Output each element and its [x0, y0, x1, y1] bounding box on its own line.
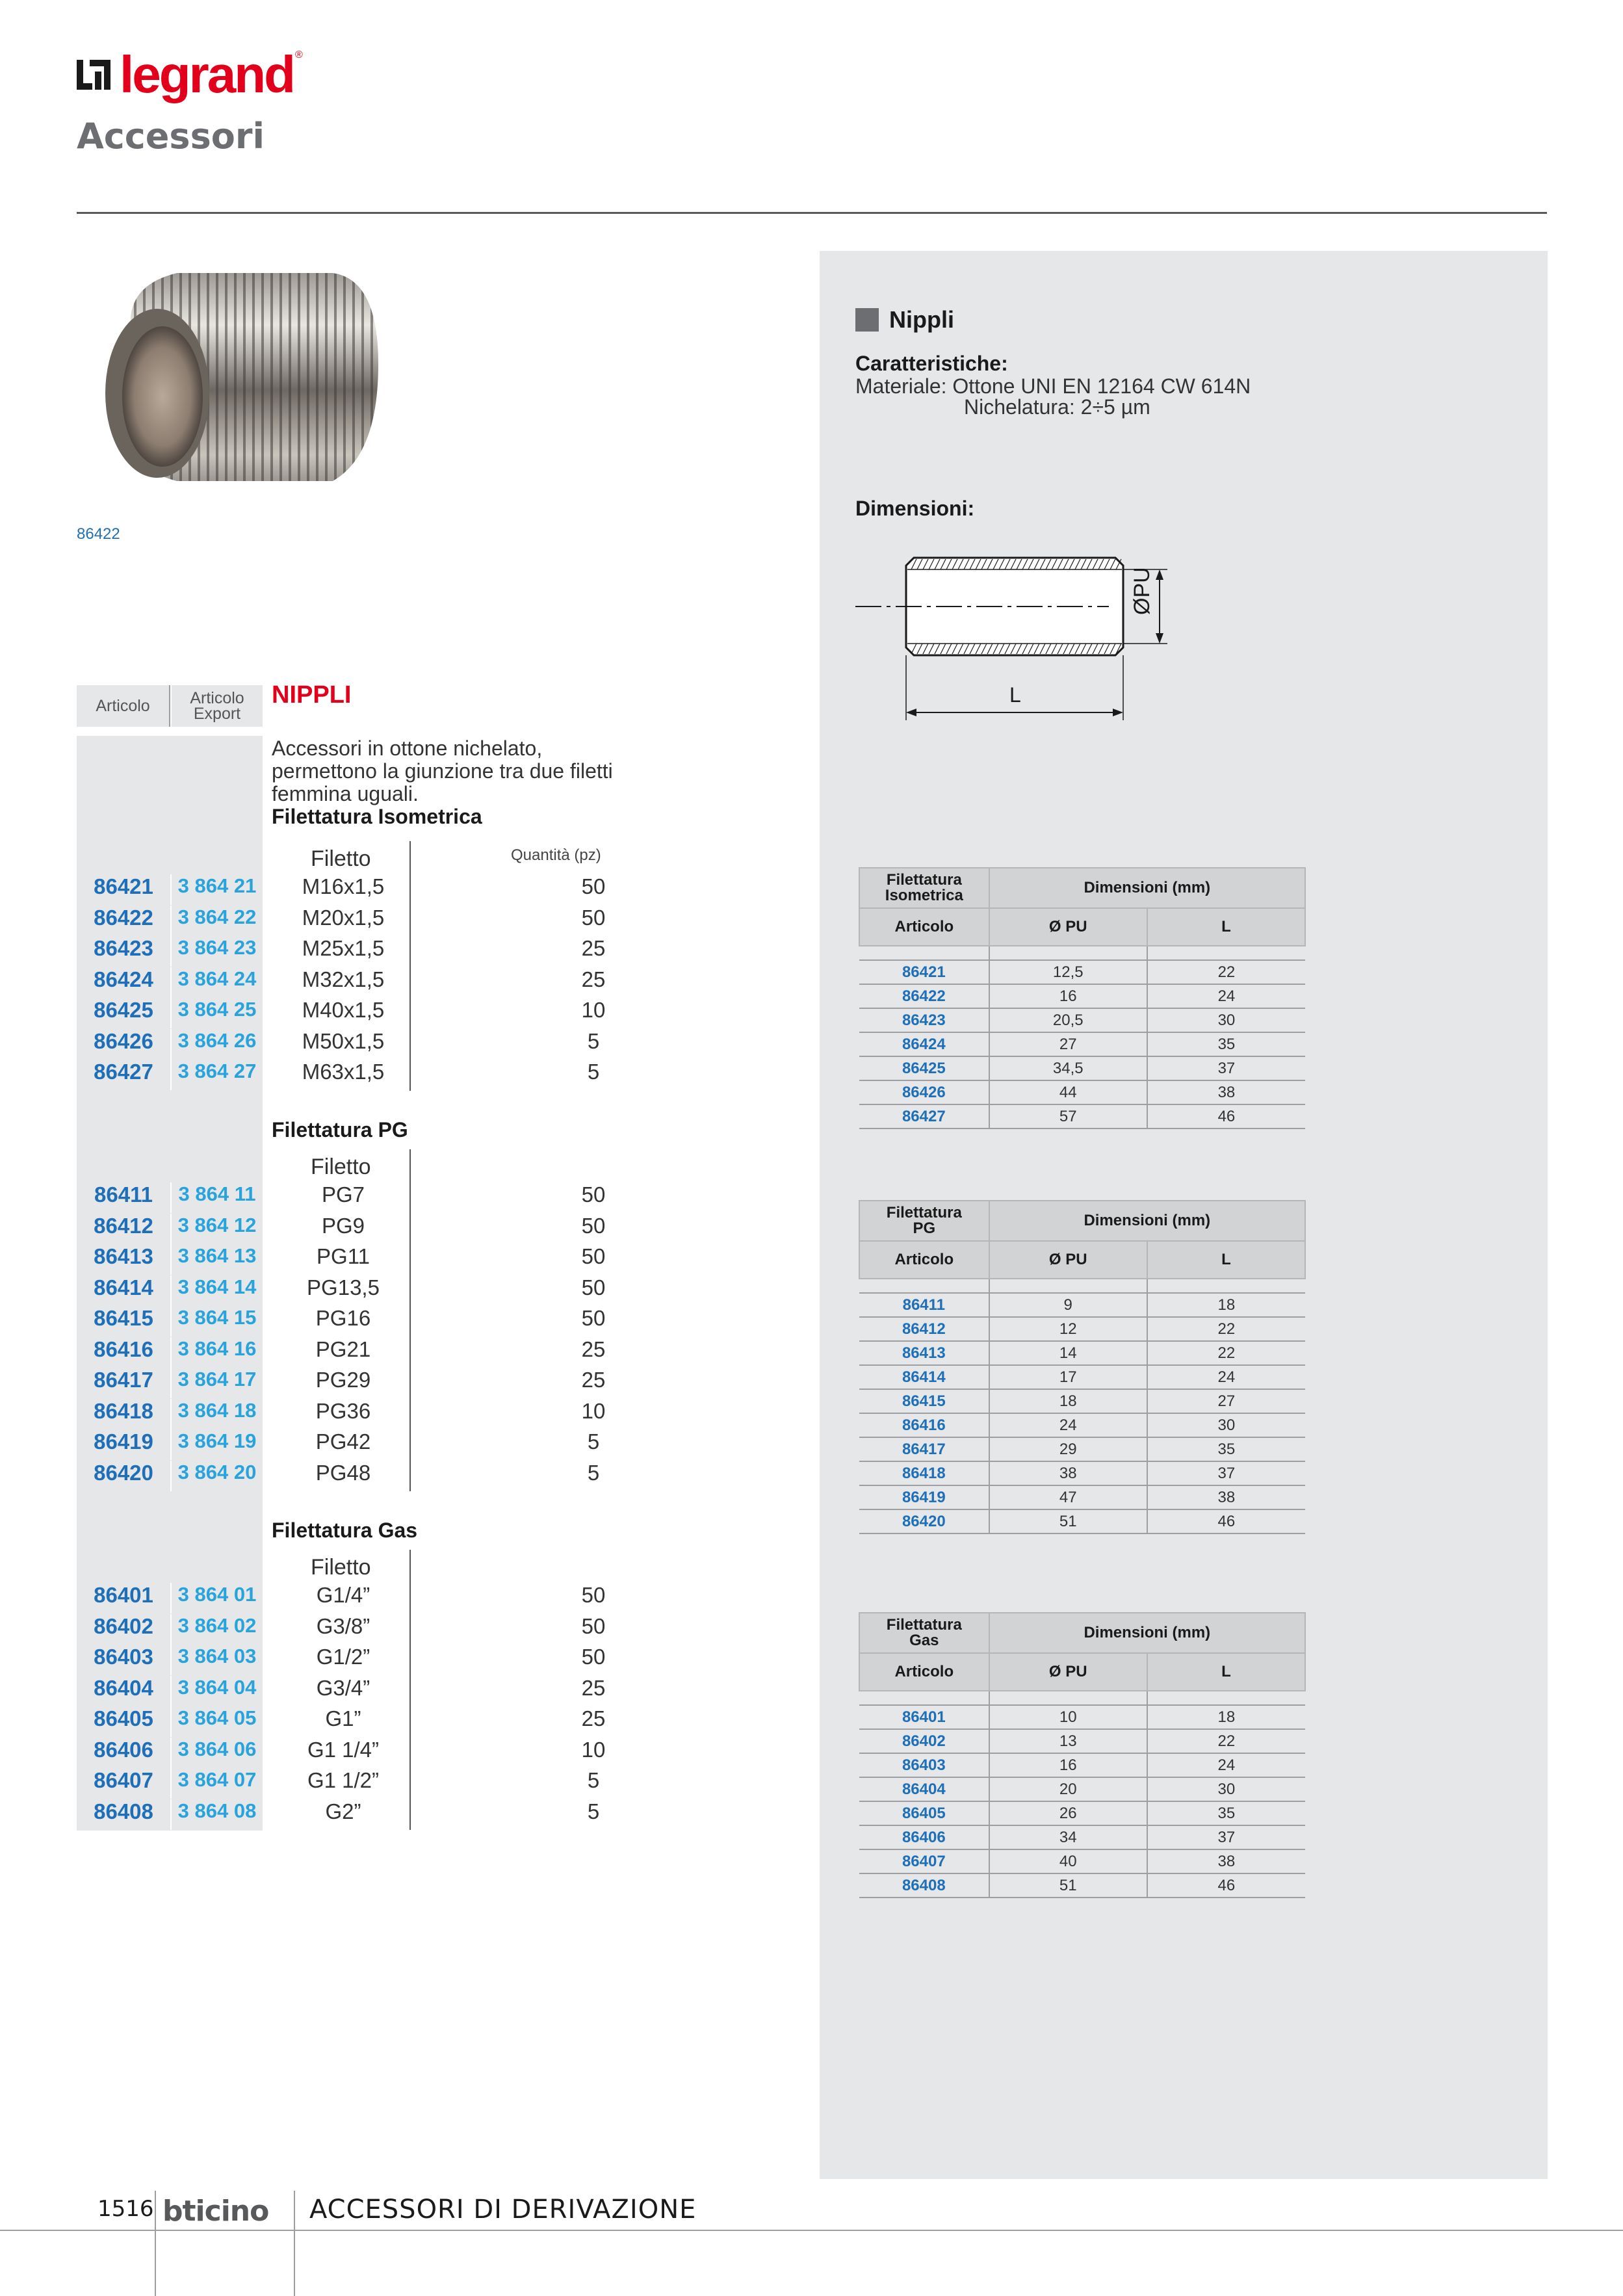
dimension-row: [859, 1080, 1305, 1104]
length-header: L: [1147, 1653, 1305, 1691]
dim-diameter: 27: [989, 1032, 1147, 1056]
export-code: 3 864 06: [177, 1737, 257, 1760]
dim-diameter: 29: [989, 1437, 1147, 1461]
catalog-row: [77, 998, 662, 1028]
articolo-header: Articolo: [859, 908, 989, 946]
dim-diameter: 24: [989, 1413, 1147, 1437]
export-code: 3 864 18: [177, 1398, 257, 1422]
pack-quantity: 5: [587, 1799, 600, 1823]
photo-caption: 86422: [77, 525, 120, 543]
pack-quantity: 50: [581, 874, 606, 898]
catalog-row: [77, 1676, 662, 1706]
dim-diameter: 16: [989, 1753, 1147, 1777]
dimension-row: [859, 1317, 1305, 1341]
dim-length: 38: [1147, 1485, 1305, 1509]
dim-article-code: 86418: [859, 1461, 989, 1485]
nickel-plating-line: Nichelatura: 2÷5 µm: [964, 395, 1150, 419]
panel-title: Nippli: [889, 306, 954, 333]
dimension-row: [859, 1753, 1305, 1777]
catalog-description: Accessori in ottone nichelato, permettono la giunzione tra due filetti femmina uguali.: [272, 737, 613, 805]
thread-size: G3/8”: [316, 1613, 370, 1638]
dimension-row: [859, 1485, 1305, 1509]
pack-quantity: 10: [581, 1737, 606, 1762]
export-code: 3 864 05: [177, 1706, 257, 1729]
dim-length: 37: [1147, 1461, 1305, 1485]
dim-length: 24: [1147, 984, 1305, 1008]
length-header: L: [1147, 908, 1305, 946]
catalog-row: [77, 1214, 662, 1244]
catalog-row: [77, 874, 662, 905]
header-divider: [77, 212, 1547, 214]
thread-size: PG48: [315, 1460, 371, 1485]
page-number: 1516: [97, 2196, 154, 2222]
export-code: 3 864 17: [177, 1368, 257, 1390]
pack-quantity: 5: [587, 1028, 600, 1053]
quantity-column-header: Quantità (pz): [511, 846, 601, 864]
export-code: 3 864 07: [177, 1768, 257, 1791]
dim-article-code: 86419: [859, 1485, 989, 1509]
filetto-column-header: Filetto: [311, 1155, 371, 1179]
dim-length: 46: [1147, 1873, 1305, 1898]
material-line: Materiale: Ottone UNI EN 12164 CW 614N: [855, 374, 1251, 398]
pack-quantity: 5: [587, 1429, 600, 1454]
dimensions-header: Dimensioni (mm): [989, 1613, 1305, 1653]
dim-article-code: 86413: [859, 1341, 989, 1365]
export-code: 3 864 23: [177, 936, 257, 959]
nipple-product-photo: [73, 260, 411, 520]
export-code: 3 864 12: [177, 1213, 257, 1236]
dim-diameter: 12,5: [989, 960, 1147, 984]
article-code: 86422: [94, 905, 153, 930]
thread-size: M20x1,5: [302, 905, 385, 930]
dimension-row: [859, 1825, 1305, 1849]
column-header-export-line1: Articolo: [190, 689, 244, 707]
dim-diameter: 57: [989, 1104, 1147, 1128]
thread-size: PG9: [321, 1213, 365, 1238]
pack-quantity: 10: [581, 1398, 606, 1423]
thread-size: G2”: [325, 1799, 361, 1823]
dim-diameter: 51: [989, 1873, 1147, 1898]
dimension-row: [859, 1873, 1305, 1898]
thread-size: G1 1/2”: [307, 1768, 380, 1792]
dimension-row: [859, 1777, 1305, 1801]
catalog-row: [77, 1399, 662, 1429]
column-header-export-line2: Export: [193, 705, 241, 723]
article-code: 86417: [94, 1368, 153, 1392]
dim-diameter: 44: [989, 1080, 1147, 1104]
pack-quantity: 5: [587, 1060, 600, 1084]
thread-size: G1”: [325, 1706, 361, 1730]
article-code: 86416: [94, 1337, 153, 1361]
dim-diameter: 18: [989, 1389, 1147, 1413]
dim-article-code: 86420: [859, 1509, 989, 1533]
dimension-row: [859, 1461, 1305, 1485]
page-title: Accessori: [77, 116, 265, 157]
dim-length: 22: [1147, 1317, 1305, 1341]
footer-section-label: ACCESSORI DI DERIVAZIONE: [309, 2195, 697, 2224]
dim-length: 35: [1147, 1032, 1305, 1056]
article-code: 86405: [94, 1706, 153, 1730]
pack-quantity: 50: [581, 1244, 606, 1268]
pack-quantity: 50: [581, 1306, 606, 1330]
dim-diameter: 40: [989, 1849, 1147, 1873]
dim-diameter: 9: [989, 1293, 1147, 1317]
export-code: 3 864 04: [177, 1675, 257, 1699]
dim-article-code: 86425: [859, 1056, 989, 1080]
thread-size: PG13,5: [307, 1275, 380, 1299]
footer-separator: [155, 2191, 156, 2296]
dimensions-header: Dimensioni (mm): [989, 868, 1305, 908]
dimension-row: [859, 1729, 1305, 1753]
catalog-row: [77, 1060, 662, 1090]
pack-quantity: 25: [581, 936, 606, 960]
column-header-export: [172, 685, 263, 727]
pack-quantity: 50: [581, 1613, 606, 1638]
dim-article-code: 86427: [859, 1104, 989, 1128]
catalog-title: NIPPLI: [272, 681, 352, 709]
dim-article-code: 86408: [859, 1873, 989, 1898]
article-code: 86426: [94, 1028, 153, 1053]
dimension-table: [859, 1612, 1306, 1898]
dim-diameter: 20,5: [989, 1008, 1147, 1032]
thread-type-header: [859, 1613, 989, 1653]
catalog-row: [77, 1583, 662, 1613]
thread-size: M40x1,5: [302, 998, 385, 1022]
export-code: 3 864 03: [177, 1645, 257, 1667]
dim-article-code: 86412: [859, 1317, 989, 1341]
dim-article-code: 86416: [859, 1413, 989, 1437]
dim-length: 22: [1147, 1341, 1305, 1365]
catalog-row: [77, 1306, 662, 1337]
dim-article-code: 86406: [859, 1825, 989, 1849]
article-code: 86403: [94, 1645, 153, 1669]
dim-diameter: 14: [989, 1341, 1147, 1365]
diameter-header: Ø PU: [989, 1241, 1147, 1279]
thread-type-header: [859, 1201, 989, 1241]
thread-type-header: [859, 868, 989, 908]
group-heading: Filettatura Gas: [272, 1519, 418, 1542]
dim-article-code: 86407: [859, 1849, 989, 1873]
length-header: L: [1147, 1241, 1305, 1279]
thread-type-header-line1: Filettatura: [886, 1616, 962, 1634]
article-code: 86424: [94, 967, 153, 991]
catalog-row: [77, 967, 662, 998]
dim-length: 22: [1147, 1729, 1305, 1753]
export-code: 3 864 20: [177, 1460, 257, 1483]
export-code: 3 864 22: [177, 905, 257, 928]
dim-length: 30: [1147, 1413, 1305, 1437]
thread-type-header-line2: PG: [913, 1220, 936, 1237]
dimension-row: [859, 960, 1305, 984]
thread-size: PG21: [315, 1337, 371, 1361]
thread-type-header-line2: Gas: [909, 1632, 939, 1649]
dim-length: 30: [1147, 1008, 1305, 1032]
thread-size: PG11: [317, 1244, 370, 1268]
pack-quantity: 50: [581, 905, 606, 930]
articolo-header: Articolo: [859, 1653, 989, 1691]
bticino-logo: bticino: [162, 2195, 269, 2228]
footer-divider: [0, 2230, 1623, 2231]
thread-type-header-line1: Filettatura: [886, 1204, 962, 1221]
article-code: 86408: [94, 1799, 153, 1823]
export-code: 3 864 26: [177, 1028, 257, 1052]
export-code: 3 864 21: [177, 874, 257, 897]
dim-diameter: 20: [989, 1777, 1147, 1801]
catalog-row: [77, 1275, 662, 1306]
column-header-articolo: Articolo: [77, 685, 170, 727]
filetto-column-header: Filetto: [311, 1555, 371, 1580]
thread-size: M16x1,5: [302, 874, 385, 898]
dimension-row: [859, 1032, 1305, 1056]
pack-quantity: 5: [587, 1460, 600, 1485]
thread-size: M32x1,5: [302, 967, 385, 991]
dimensions-header: Dimensioni (mm): [989, 1201, 1305, 1241]
legrand-logo: [77, 46, 303, 104]
dim-article-code: 86405: [859, 1801, 989, 1825]
catalog-row: [77, 1768, 662, 1799]
pack-quantity: 25: [581, 967, 606, 991]
articolo-header: Articolo: [859, 1241, 989, 1279]
thread-size: M63x1,5: [302, 1060, 385, 1084]
diameter-header: Ø PU: [989, 908, 1147, 946]
article-code: 86412: [94, 1213, 153, 1238]
catalog-row: [77, 1738, 662, 1768]
pack-quantity: 25: [581, 1706, 606, 1730]
thread-size: G1 1/4”: [307, 1737, 380, 1762]
dim-article-code: 86422: [859, 984, 989, 1008]
catalog-row: [77, 906, 662, 936]
dim-article-code: 86424: [859, 1032, 989, 1056]
dim-article-code: 86403: [859, 1753, 989, 1777]
dimension-row: [859, 1341, 1305, 1365]
dimension-row: [859, 1705, 1305, 1729]
article-code: 86402: [94, 1613, 153, 1638]
dim-length: 24: [1147, 1753, 1305, 1777]
dim-diameter: 34: [989, 1825, 1147, 1849]
catalog-row: [77, 936, 662, 967]
group-heading: Filettatura PG: [272, 1118, 408, 1141]
footer-separator: [294, 2191, 295, 2296]
thread-size: G1/4”: [316, 1583, 370, 1607]
article-code: 86418: [94, 1398, 153, 1423]
dim-diameter: 34,5: [989, 1056, 1147, 1080]
group-heading: Filettatura Isometrica: [272, 805, 482, 828]
export-code: 3 864 16: [177, 1337, 257, 1360]
dim-length: 35: [1147, 1437, 1305, 1461]
dimension-table: [859, 867, 1306, 1129]
pack-quantity: 10: [581, 998, 606, 1022]
article-code: 86407: [94, 1768, 153, 1792]
dim-article-code: 86423: [859, 1008, 989, 1032]
export-code: 3 864 02: [177, 1613, 257, 1637]
thread-type-header-line1: Filettatura: [886, 871, 962, 889]
dim-article-code: 86411: [859, 1293, 989, 1317]
diameter-header: Ø PU: [989, 1653, 1147, 1691]
dim-diameter: 16: [989, 984, 1147, 1008]
dim-diameter: 47: [989, 1485, 1147, 1509]
pack-quantity: 25: [581, 1368, 606, 1392]
pack-quantity: 50: [581, 1645, 606, 1669]
catalog-row: [77, 1429, 662, 1460]
dim-diameter: 38: [989, 1461, 1147, 1485]
dimension-row: [859, 1008, 1305, 1032]
filetto-column-header: Filetto: [311, 846, 371, 871]
dim-length: 18: [1147, 1293, 1305, 1317]
thread-size: PG36: [315, 1398, 371, 1423]
export-code: 3 864 13: [177, 1244, 257, 1267]
dimension-row: [859, 1389, 1305, 1413]
article-code: 86401: [94, 1583, 153, 1607]
catalog-row: [77, 1614, 662, 1645]
thread-type-header-line2: Isometrica: [885, 887, 963, 904]
catalog-row: [77, 1337, 662, 1368]
thread-size: PG29: [315, 1368, 371, 1392]
panel-heading: [855, 306, 954, 333]
dim-length: 46: [1147, 1509, 1305, 1533]
catalog-row: [77, 1799, 662, 1830]
length-label: L: [1009, 683, 1021, 707]
catalog-row: [77, 1461, 662, 1491]
dimension-row: [859, 1437, 1305, 1461]
dim-article-code: 86421: [859, 960, 989, 984]
export-code: 3 864 01: [177, 1583, 257, 1606]
dimension-row: [859, 1056, 1305, 1080]
article-code: 86414: [94, 1275, 153, 1299]
pack-quantity: 50: [581, 1275, 606, 1299]
dim-diameter: 26: [989, 1801, 1147, 1825]
dimension-row: [859, 1849, 1305, 1873]
article-code: 86421: [94, 874, 153, 898]
dimension-row: [859, 1413, 1305, 1437]
article-code: 86413: [94, 1244, 153, 1268]
dim-length: 38: [1147, 1080, 1305, 1104]
thread-size: PG16: [315, 1306, 371, 1330]
dim-length: 24: [1147, 1365, 1305, 1389]
export-code: 3 864 25: [177, 998, 257, 1021]
dimensions-title: Dimensioni:: [855, 497, 975, 520]
pack-quantity: 25: [581, 1675, 606, 1700]
dim-diameter: 12: [989, 1317, 1147, 1341]
dim-length: 37: [1147, 1056, 1305, 1080]
dim-article-code: 86402: [859, 1729, 989, 1753]
dim-length: 46: [1147, 1104, 1305, 1128]
article-code: 86419: [94, 1429, 153, 1454]
article-code: 86404: [94, 1675, 153, 1700]
registered-mark: ®: [294, 49, 303, 60]
dim-length: 30: [1147, 1777, 1305, 1801]
article-code: 86425: [94, 998, 153, 1022]
catalog-row: [77, 1368, 662, 1398]
dim-length: 37: [1147, 1825, 1305, 1849]
dim-article-code: 86414: [859, 1365, 989, 1389]
thread-size: PG7: [321, 1182, 365, 1207]
export-code: 3 864 11: [178, 1182, 256, 1205]
export-code: 3 864 27: [177, 1060, 257, 1082]
article-code: 86423: [94, 936, 153, 960]
dim-length: 22: [1147, 960, 1305, 984]
dim-diameter: 51: [989, 1509, 1147, 1533]
dimension-row: [859, 1509, 1305, 1533]
article-code: 86411: [94, 1182, 153, 1207]
catalog-row: [77, 1182, 662, 1213]
pack-quantity: 25: [581, 1337, 606, 1361]
dim-article-code: 86417: [859, 1437, 989, 1461]
dimension-row: [859, 1104, 1305, 1128]
dim-length: 27: [1147, 1389, 1305, 1413]
thread-size: PG42: [315, 1429, 371, 1454]
catalog-row: [77, 1706, 662, 1737]
dimension-row: [859, 1365, 1305, 1389]
article-code: 86427: [94, 1060, 153, 1084]
dim-diameter: 17: [989, 1365, 1147, 1389]
nipple-technical-drawing: [855, 550, 1193, 758]
thread-size: M50x1,5: [302, 1028, 385, 1053]
pack-quantity: 50: [581, 1182, 606, 1207]
dim-length: 18: [1147, 1705, 1305, 1729]
catalog-row: [77, 1645, 662, 1675]
dimension-row: [859, 1293, 1305, 1317]
thread-size: G3/4”: [316, 1675, 370, 1700]
dimension-row: [859, 984, 1305, 1008]
dim-article-code: 86404: [859, 1777, 989, 1801]
pack-quantity: 5: [587, 1768, 600, 1792]
square-bullet-icon: [855, 308, 879, 332]
article-code: 86420: [94, 1460, 153, 1485]
dim-article-code: 86426: [859, 1080, 989, 1104]
thread-size: G1/2”: [316, 1645, 370, 1669]
legrand-mark-icon: [77, 56, 110, 94]
spec-panel: [820, 251, 1548, 2179]
dimension-row: [859, 1801, 1305, 1825]
dim-diameter: 13: [989, 1729, 1147, 1753]
article-code: 86406: [94, 1737, 153, 1762]
dim-article-code: 86415: [859, 1389, 989, 1413]
dim-article-code: 86401: [859, 1705, 989, 1729]
pack-quantity: 50: [581, 1583, 606, 1607]
dim-length: 38: [1147, 1849, 1305, 1873]
characteristics-title: Caratteristiche:: [855, 352, 1008, 375]
export-code: 3 864 24: [177, 967, 257, 990]
pack-quantity: 50: [581, 1213, 606, 1238]
export-code: 3 864 15: [177, 1306, 257, 1329]
dimension-table: [859, 1200, 1306, 1534]
export-code: 3 864 08: [177, 1799, 257, 1822]
diameter-label: ØPU: [1130, 567, 1154, 615]
catalog-row: [77, 1244, 662, 1275]
export-code: 3 864 19: [177, 1429, 257, 1452]
dim-length: 35: [1147, 1801, 1305, 1825]
article-code: 86415: [94, 1306, 153, 1330]
catalog-row: [77, 1029, 662, 1060]
dim-diameter: 10: [989, 1705, 1147, 1729]
brand-name: legrand: [120, 46, 294, 103]
thread-size: M25x1,5: [302, 936, 385, 960]
export-code: 3 864 14: [177, 1275, 257, 1298]
